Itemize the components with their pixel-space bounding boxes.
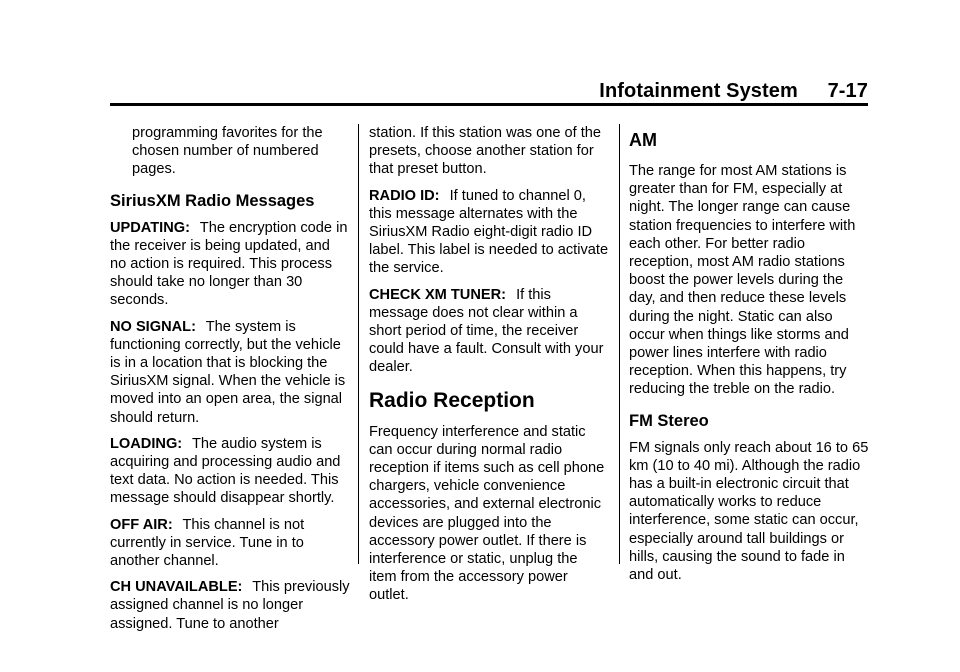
message-text: This previously assigned channel is no longer assigned. Tune to another: [110, 579, 350, 632]
message-label: OFF AIR:: [110, 516, 173, 533]
message-item: [110, 318, 350, 427]
header-rule: [110, 103, 868, 106]
message-label: NO SIGNAL:: [110, 318, 196, 335]
continuation-text: programming favorites for the chosen number of numbered pages.: [132, 125, 323, 178]
message-text: This channel is not currently in service. Tune in to another channel.: [110, 516, 305, 570]
section-title: Infotainment System: [599, 80, 798, 102]
continuation-text: station. If this station was one of the presets, choose another station for that preset button.: [369, 125, 602, 178]
column-1: [110, 124, 350, 641]
message-item: [110, 578, 350, 633]
page-number: 7-17: [827, 80, 868, 102]
section-heading-radio-reception: Radio Reception: [369, 388, 535, 412]
section-heading-siriusxm-messages: SiriusXM Radio Messages: [110, 191, 315, 210]
message-text: The encryption code in the receiver is being updated, and no action is required. This process should take no longer than 30 seconds.: [110, 219, 348, 309]
message-text: The audio system is acquiring and processing audio and text data. No action is needed. This message should disappear shortly.: [110, 435, 341, 507]
body-paragraph: The range for most AM stations is greater than for FM, especially at night. The longer range can cause station frequencies to interfere with each other. For better radio reception, most AM radio stations boost the power levels during the day, and then reduce these levels during the night. Static can also occur when things like storms and power lines interfere with radio reception. When this happens, try reducing the treble on the radio.: [629, 163, 856, 398]
message-label: LOADING:: [110, 435, 183, 452]
body-paragraph: Frequency interference and static can occur during normal radio reception if items such as cell phone chargers, vehicle convenience accessories, and external electronic devices are plugged into the accessory power outlet. If there is interference or static, unplug the item from the accessory power outlet.: [369, 423, 605, 604]
message-item: [110, 516, 350, 571]
message-label: CH UNAVAILABLE:: [110, 579, 243, 596]
column-3: [629, 124, 869, 592]
section-heading-am: AM: [629, 130, 657, 150]
message-item: [110, 435, 350, 508]
column-divider-2: [619, 124, 620, 564]
message-text: If tuned to channel 0, this message alternates with the SiriusXM Radio eight-digit radio ID label. This label is needed to activate the service.: [369, 187, 609, 277]
message-item: [369, 286, 609, 377]
message-label: RADIO ID:: [369, 187, 440, 204]
message-text: The system is functioning correctly, but the vehicle is in a location that is blocking the SiriusXM signal. When the vehicle is moved into an open area, the signal should return.: [110, 318, 346, 426]
section-heading-fm-stereo: FM Stereo: [629, 411, 709, 430]
column-divider-1: [358, 124, 359, 564]
message-label: UPDATING:: [110, 219, 190, 236]
page-header: [599, 80, 868, 103]
message-item: [110, 219, 350, 310]
body-paragraph: FM signals only reach about 16 to 65 km (10 to 40 mi). Although the radio has a built-in electronic circuit that automatically works to reduce interference, some static can occur, especially around tall buildings or hills, causing the sound to fade in and out.: [629, 439, 869, 584]
message-text: If this message does not clear within a short period of time, the receiver could have a fault. Consult with your dealer.: [369, 286, 604, 376]
message-label: CHECK XM TUNER:: [369, 286, 507, 303]
message-item: [369, 187, 609, 278]
column-2: [369, 124, 609, 613]
